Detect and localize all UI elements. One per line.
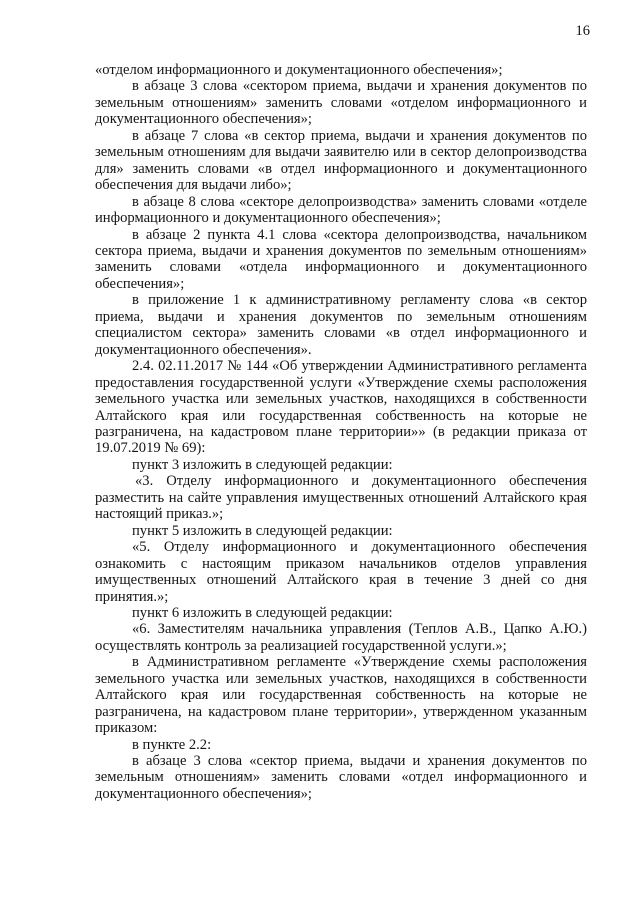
paragraph: в абзаце 7 слова «в сектор приема, выдачи и хранения документов по земельным отношениям для выдачи заявителю или в сектор делопроизводства для» заменить словами «в отдел информационного и документационного обеспечения для выдачи либо»; bbox=[95, 127, 587, 194]
paragraph: в Административном регламенте «Утверждение схемы расположения земельного участка или земельных участков, находящихся в собственности Алтайского края или государственная собственность на которые не разграничена, на кадастровом плане территории», утвержденном указанным приказом: bbox=[95, 654, 587, 737]
paragraph: в абзаце 3 слова «сектор приема, выдачи и хранения документов по земельным отношениям» заменить словами «отдел информационного и документационного обеспечения»; bbox=[95, 753, 587, 802]
paragraph: пункт 3 изложить в следующей редакции: bbox=[132, 456, 393, 473]
paragraph: пункт 6 изложить в следующей редакции: bbox=[132, 604, 393, 621]
paragraph: пункт 5 изложить в следующей редакции: bbox=[132, 522, 393, 539]
paragraph: «отделом информационного и документационного обеспечения»; bbox=[95, 62, 503, 78]
paragraph: в абзаце 8 слова «секторе делопроизводства» заменить словами «отделе информационного и документационного обеспечения»; bbox=[95, 193, 587, 227]
paragraph: в приложение 1 к административному регламенту слова «в сектор приема, выдачи и хранения документов по земельным отношениям специалистом сектора» заменить словами «в отдел информационного и документационного обеспечения». bbox=[95, 292, 587, 358]
paragraph: «3. Отделу информационного и документационного обеспечения разместить на сайте управления имущественных отношений Алтайского края настоящий приказ.»; bbox=[95, 473, 587, 523]
document-body bbox=[95, 62, 587, 802]
paragraph: в пункте 2.2: bbox=[132, 736, 212, 753]
paragraph: «6. Заместителям начальника управления (Теплов А.В., Цапко А.Ю.) осуществлять контроль за реализацией государственной услуги.»; bbox=[95, 621, 587, 654]
paragraph: в абзаце 3 слова «сектором приема, выдачи и хранения документов по земельным отношениям» заменить словами «отделом информационного и документационного обеспечения»; bbox=[95, 78, 587, 128]
page-number: 16 bbox=[575, 23, 590, 39]
paragraph: в абзаце 2 пункта 4.1 слова «сектора делопроизводства, начальником сектора приема, выдачи и хранения документов по земельным отношениям» заменить словами «отдела информационного и документационного обеспечения»; bbox=[95, 226, 587, 292]
paragraph: 2.4. 02.11.2017 № 144 «Об утверждении Административного регламента предоставления государственной услуги «Утверждение схемы расположения земельного участка или земельных участков, находящихся в собственности Алтайского края или государственная собственность на которые не разграничена, на кадастровом плане территории»» (в редакции приказа от 19.07.2019 № 69): bbox=[95, 358, 587, 457]
paragraph: «5. Отделу информационного и документационного обеспечения ознакомить с настоящим приказом начальников отделов управления имущественных отношений Алтайского края в течение 3 дней со дня принятия.»; bbox=[95, 539, 587, 605]
